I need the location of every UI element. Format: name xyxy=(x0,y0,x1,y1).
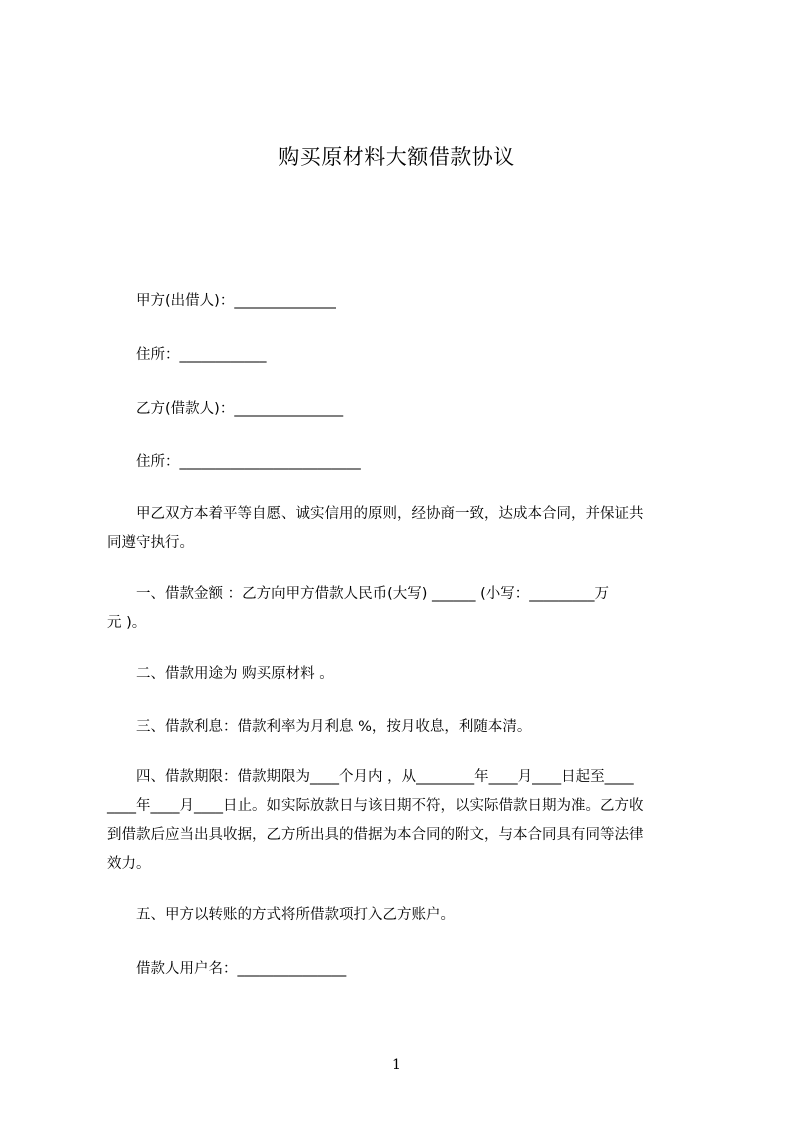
document-title: 购买原材料大额借款协议 xyxy=(278,145,515,169)
clause-2-line: 二、借款用途为 购买原材料 。 xyxy=(136,666,334,682)
clause-5-line: 五、甲方以转账的方式将所借款项打入乙方账户。 xyxy=(136,907,455,923)
clause-1-paragraph xyxy=(107,580,703,638)
preamble-line-2: 同遵守执行。 xyxy=(107,535,194,551)
party-a-line: 甲方(出借人)：______________ xyxy=(136,293,336,309)
clause-4-line-4: 效力。 xyxy=(107,856,151,872)
page-number: 1 xyxy=(392,1057,401,1073)
borrower-account-name-line: 借款人用户名：_______________ xyxy=(136,961,347,977)
preamble-line-1: 甲乙双方本着平等自愿、诚实信用的原则，经协商一致，达成本合同，并保证共 xyxy=(107,506,644,522)
clause-4-line-1: 四、借款期限：借款期限为____个月内 ，从________年____月____日起至____ xyxy=(107,769,634,785)
party-b-line: 乙方(借款人)：_______________ xyxy=(136,401,344,417)
clause-1-line-2: 元 )。 xyxy=(107,615,147,631)
clause-4-line-2: ____年____月____日止。如实际放款日与该日期不符，以实际借款日期为准。乙方收 xyxy=(107,798,644,814)
clause-4-line-3: 到借款后应当出具收据，乙方所出具的借据为本合同的附文，与本合同具有同等法律 xyxy=(107,827,644,843)
clause-4-paragraph xyxy=(107,763,703,879)
clause-1-line-1: 一、借款金额 ：乙方向甲方借款人民币(大写) ______ (小写：_________万 xyxy=(107,586,610,602)
party-b-address-line: 住所：_________________________ xyxy=(136,454,361,470)
clause-3-line: 三、借款利息：借款利率为月利息 %，按月收息，利随本清。 xyxy=(136,719,532,735)
party-a-address-line: 住所：____________ xyxy=(136,347,267,363)
preamble-paragraph xyxy=(107,500,703,558)
